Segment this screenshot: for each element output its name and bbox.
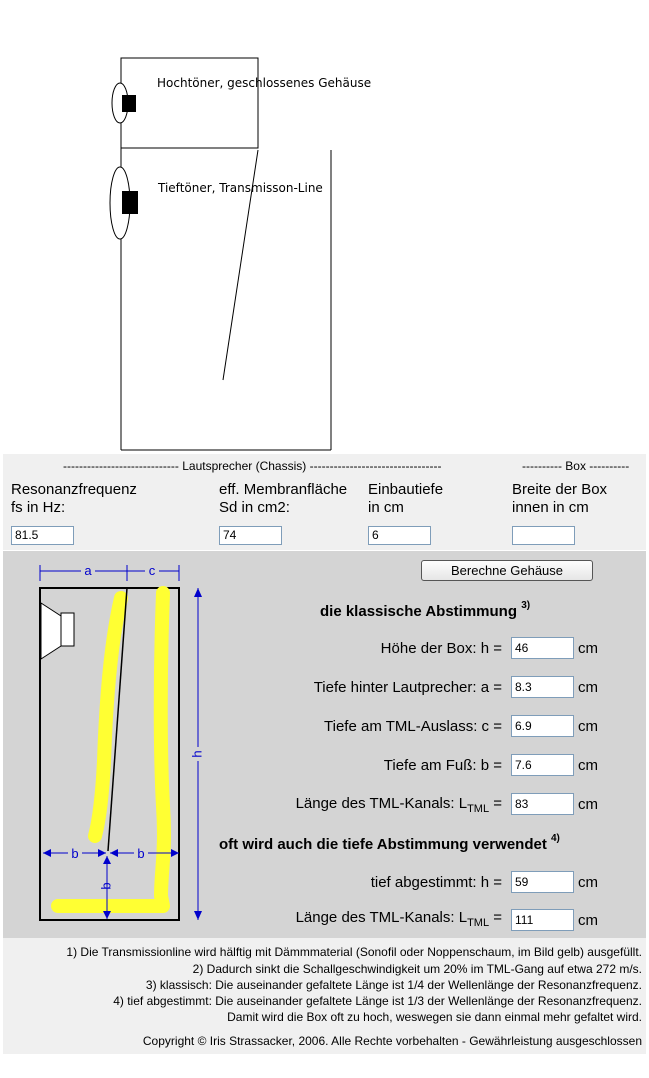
woofer-label: Tieftöner, Transmisson-Line (158, 181, 323, 195)
depth-a-label: Tiefe hinter Lautprecher: a = (313, 679, 502, 696)
copyright: Copyright © Iris Strassacker, 2006. Alle Rechte vorbehalten - Gewährleistung ausgeschlossen (142, 1034, 642, 1048)
depth-input[interactable]: 6 (368, 526, 431, 545)
deep-height-output[interactable]: 59 (511, 871, 574, 893)
tweeter-label: Hochtöner, geschlossenes Gehäuse (157, 76, 372, 90)
tml-dimension-diagram (3, 551, 233, 938)
footnotes-panel (3, 938, 646, 1054)
calculate-button[interactable]: Berechne Gehäuse (421, 560, 593, 581)
dim-b-right-arrow-r (171, 849, 179, 857)
dim-c-label: c (148, 563, 156, 578)
footnote-2: 2) Dadurch sinkt die Schallgeschwindigkeit um 20% im TML-Gang auf etwa 272 m/s. (192, 962, 642, 976)
dim-b-right-label: b (137, 846, 145, 861)
tml-driver-cone (41, 603, 61, 659)
sd-label: eff. Membranfläche Sd in cm2: (219, 481, 348, 516)
deep-tml-length-label: Länge des TML-Kanals: $L_{TML}$ = (295, 909, 502, 929)
deep-height-unit: cm (578, 874, 598, 891)
box-width-input[interactable] (512, 526, 575, 545)
deep-height-label: tief abgestimmt: h = (370, 874, 502, 891)
dim-h-arrow-bottom (194, 911, 202, 920)
box-heading: ---------- Box ---------- (522, 459, 630, 473)
fs-label: Resonanzfrequenz fs in Hz: (11, 481, 137, 516)
dim-b-bottom-arrow-b (103, 911, 111, 919)
tweeter-chamber (121, 58, 258, 148)
footnote-3: 3) klassisch: Die auseinander gefaltete Länge ist 1/4 der Wellenlänge der Resonanzfrequenz. (145, 978, 642, 992)
depth-b-output[interactable]: 7.6 (511, 754, 574, 776)
footnote-4: 4) tief abgestimmt: Die auseinander gefaltete Länge ist 1/3 der Wellenlänge der Resonanzfrequenz. (113, 994, 642, 1008)
footnote-5: Damit wird die Box oft zu hoch, weswegen sie dann einmal mehr gefaltet wird. (227, 1010, 642, 1024)
sd-input[interactable]: 74 (219, 526, 282, 545)
tml-length-output[interactable]: 83 (511, 793, 574, 815)
classic-heading: die klassische Abstimmung $^{3)}$ (320, 600, 531, 620)
deep-tml-length-unit: cm (578, 912, 598, 929)
speaker-box-diagram (0, 0, 649, 452)
dim-b-left-label: b (71, 846, 79, 861)
footnote-1: 1) Die Transmissionline wird hälftig mit Dämmmaterial (Sonofil oder Noppenschaum, im Bild gelb) ausgefüllt. (66, 945, 642, 959)
box-width-label: Breite der Box innen in cm (512, 481, 608, 516)
tml-driver-magnet (61, 613, 74, 646)
dim-b-left-arrow-r (98, 849, 106, 857)
dim-h-arrow-top (194, 588, 202, 597)
dim-b-bottom-label: b (98, 882, 114, 890)
dim-b-bottom-arrow-t (103, 856, 111, 864)
box-height-output[interactable]: 46 (511, 637, 574, 659)
dim-h-label: h (189, 750, 205, 758)
dim-b-left-arrow-l (43, 849, 51, 857)
depth-label: Einbautiefe in cm (368, 481, 444, 516)
depth-c-label: Tiefe am TML-Auslass: c = (324, 718, 502, 735)
deep-tml-length-output[interactable]: 111 (511, 909, 574, 931)
depth-c-output[interactable]: 6.9 (511, 715, 574, 737)
calculation-panel (3, 551, 646, 938)
fs-input[interactable]: 81.5 (11, 526, 74, 545)
depth-c-unit: cm (578, 718, 598, 735)
woofer-magnet (122, 191, 138, 214)
depth-b-unit: cm (578, 757, 598, 774)
tml-length-label: Länge des TML-Kanals: $L_{TML}$ = (295, 795, 502, 815)
box-height-unit: cm (578, 640, 598, 657)
box-height-label: Höhe der Box: h = (380, 640, 502, 657)
speaker-heading: ----------------------------- Lautsprecher (Chassis) --------------------------------- (63, 459, 442, 473)
depth-b-label: Tiefe am Fuß: b = (383, 757, 502, 774)
depth-a-unit: cm (578, 679, 598, 696)
depth-a-output[interactable]: 8.3 (511, 676, 574, 698)
dim-b-right-arrow-l (110, 849, 118, 857)
chassis-panel (3, 454, 646, 550)
deep-heading: oft wird auch die tiefe Abstimmung verwendet $^{4)}$ (219, 833, 560, 853)
tml-length-unit: cm (578, 796, 598, 813)
dim-a-label: a (84, 563, 92, 578)
tweeter-magnet (122, 95, 136, 112)
